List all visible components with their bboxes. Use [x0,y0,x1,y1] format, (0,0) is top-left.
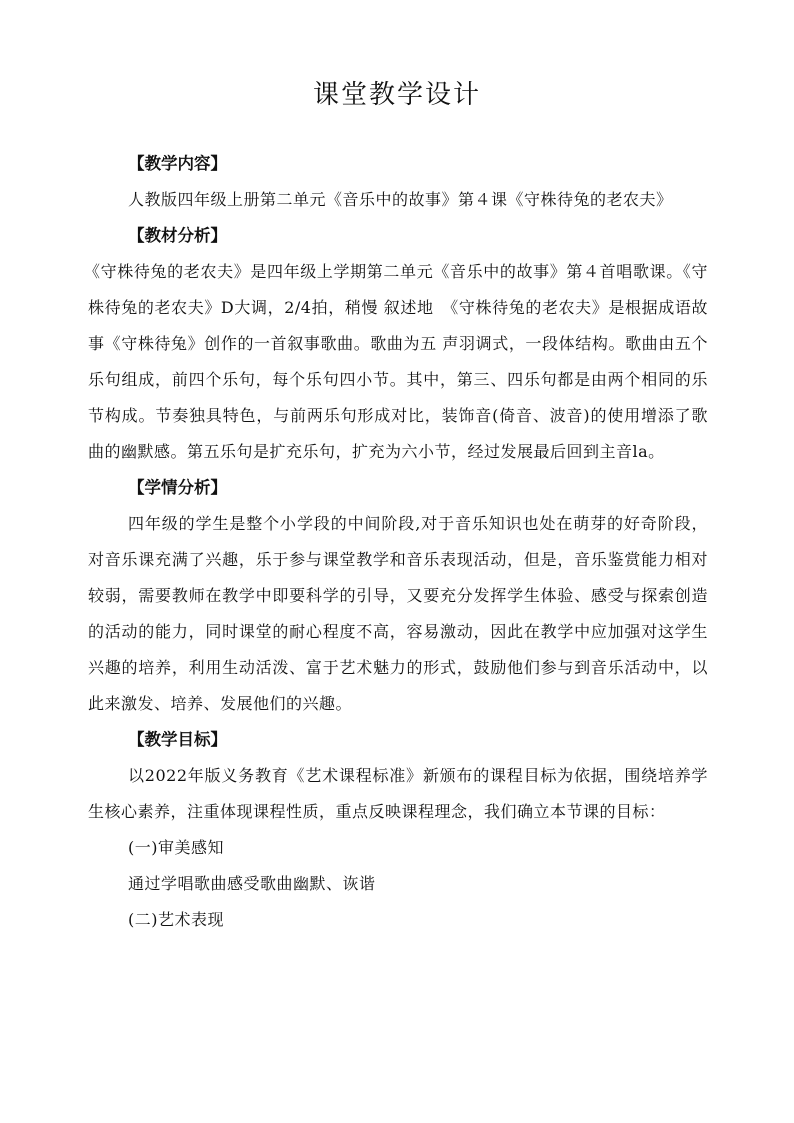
section-heading-material: 【教材分析】 [128,226,227,245]
section-heading-goals: 【教学目标】 [128,730,227,749]
section-heading-content: 【教学内容】 [128,154,227,173]
section-text-goals: 以2022年版义务教育《艺术课程标准》新颁布的课程目标为依据，围绕培养学生核心素养，注重体现课程性质，重点反映课程理念，我们确立本节课的目标： [88,766,708,821]
document-body [84,146,708,938]
goal-item-1-title: (一)审美感知 [128,838,224,857]
goal-item-2-title: (二)艺术表现 [128,910,224,929]
document-title: 课堂教学设计 [312,80,481,110]
section-heading-students: 【学情分析】 [128,478,227,497]
goal-item-1-text: 通过学唱歌曲感受歌曲幽默、诙谐 [128,874,376,893]
section-text-students: 四年级的学生是整个小学段的中间阶段,对于音乐知识也处在萌芽的好奇阶段，对音乐课充满了兴趣，乐于参与课堂教学和音乐表现活动，但是，音乐鉴赏能力相对较弱，需要教师在教学中即要科学的引导，又要充分发挥学生体验、感受与探索创造的活动的能力，同时课堂的耐心程度不高，容易激动，因此在教学中应加强对这学生兴趣的培养，利用生动活泼、富于艺术魅力的形式，鼓励他们参与到音乐活动中，以此来激发、培养、发展他们的兴趣。 [88,514,708,713]
section-text-material: 《守株待兔的老农夫》是四年级上学期第二单元《音乐中的故事》第４首唱歌课。《守株待兔的老农夫》D大调，2/4拍，稍慢 叙述地 《守株待兔的老农夫》是根据成语故事《守株待兔》创作的一首叙事歌曲。歌曲为五 声羽调式，一段体结构。歌曲由五个乐句组成，前四个乐句，每个乐句四小节。其中，第三、四乐句都是由两个相同的乐节构成。节奏独具特色，与前两乐句形成对比，装饰音(倚音、波音)的使用增添了歌曲的幽默感。第五乐句是扩充乐句，扩充为六小节，经过发展最后回到主音la。 [84,262,708,461]
section-text-content: 人教版四年级上册第二单元《音乐中的故事》第４课《守株待兔的老农夫》 [128,190,673,209]
